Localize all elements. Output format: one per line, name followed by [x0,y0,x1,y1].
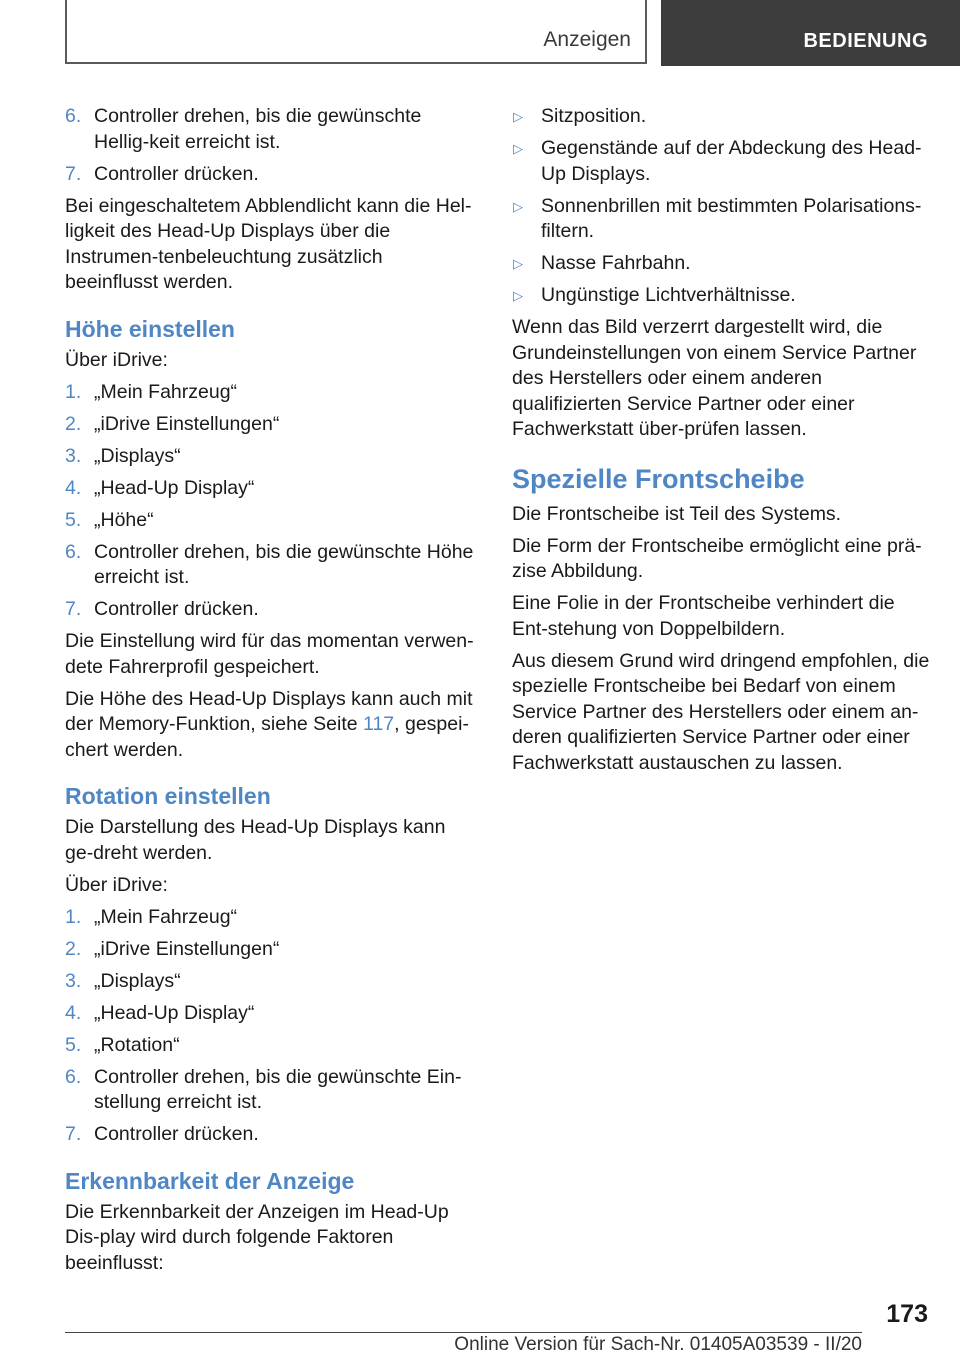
paragraph-windshield-3: Eine Folie in der Frontscheibe verhindert die Ent‐stehung von Doppelbildern. [512,592,895,640]
step-number: 1. [65,380,82,403]
list-item [512,283,932,309]
list-item [65,905,477,931]
factors-list [512,104,932,309]
list-item [65,412,477,438]
step-number: 6. [65,1065,82,1088]
factor-text: Ungünstige Lichtverhältnisse. [541,284,796,306]
step-text: „Mein Fahrzeug“ [94,380,238,403]
heading-rotation: Rotation einstellen [65,783,271,809]
list-item [65,969,477,995]
header-section-tab [65,0,647,64]
triangle-bullet-icon: ▷ [513,198,523,214]
step-text: „iDrive Einstellungen“ [94,412,280,435]
step-text: „Höhe“ [94,508,154,531]
list-item [512,136,932,187]
step-text: „Mein Fahrzeug“ [94,905,238,928]
step-number: 4. [65,1001,82,1024]
paragraph-visibility-intro: Die Erkennbarkeit der Anzeigen im Head-Up Dis‐play wird durch folgende Faktoren beeinflusst: [65,1200,449,1274]
heading-windshield: Spezielle Frontscheibe [512,463,805,494]
step-text: „Displays“ [94,444,181,467]
paragraph-height-intro: Über iDrive: [65,348,168,371]
step-number: 3. [65,444,82,467]
factor-text: Gegenstände auf der Abdeckung des Head-Up Displays. [541,137,922,185]
list-item [65,1001,477,1027]
factor-text: Nasse Fahrbahn. [541,252,691,274]
paragraph-windshield-4: Aus diesem Grund wird dringend empfohlen, die spezielle Frontscheibe bei Bedarf von einem Service Partner des Herstellers oder einem an‐deren qualifizierten Service Partner oder einer Fachwerkstatt austauschen zu lassen. [512,649,930,774]
left-column [65,104,477,1283]
heading-visibility: Erkennbarkeit der Anzeige [65,1167,355,1194]
step-number: 5. [65,1033,82,1056]
step-number: 5. [65,508,82,531]
step-text: „Displays“ [94,969,181,992]
step-number: 7. [65,598,82,620]
footer-divider [65,1332,862,1333]
paragraph-rotation-idrive: Über iDrive: [65,873,168,896]
step-text: „Head-Up Display“ [94,476,255,499]
steps-brightness [65,104,477,187]
paragraph-height-memory [65,687,477,764]
step-text: Controller drücken. [94,598,259,620]
step-text: „Rotation“ [94,1033,180,1056]
paragraph-distorted: Wenn das Bild verzerrt dargestellt wird, die Grundeinstellungen von einem Service Partner des Herstellers oder einem anderen qualifizierten Service Partner oder einer Fachwerkstatt über‐prüfen lassen. [512,316,917,440]
list-item [65,476,477,502]
paragraph-height-saved: Die Einstellung wird für das momentan verwen‐dete Fahrerprofil gespeichert. [65,630,474,678]
header-section-title: Anzeigen [543,28,631,51]
step-text: Controller drücken. [94,162,259,185]
paragraph-windshield-1: Die Frontscheibe ist Teil des Systems. [512,502,842,525]
step-text: „iDrive Einstellungen“ [94,937,280,960]
footer-online-version: Online Version für Sach-Nr. 01405A03539 - II/20 [454,1334,862,1355]
header-chapter-title: BEDIENUNG [803,30,928,52]
factor-text: Sitzposition. [541,105,647,127]
step-text: Controller drehen, bis die gewünschte Hellig‐keit erreicht ist. [94,105,422,153]
steps-rotation [65,905,477,1148]
list-item [65,540,477,591]
list-item [512,251,932,277]
triangle-bullet-icon: ▷ [513,288,523,303]
step-number: 6. [65,105,82,127]
step-text: Controller drehen, bis die gewünschte Ein‐stellung erreicht ist. [94,1065,462,1113]
step-text: „Head-Up Display“ [94,1001,255,1024]
list-item [65,162,477,188]
memory-text-after: , gespei‐chert werden. [65,713,469,761]
step-number: 2. [65,412,82,435]
step-number: 6. [65,540,82,563]
triangle-bullet-icon: ▷ [513,141,523,156]
step-number: 3. [65,969,82,992]
list-item [65,937,477,963]
step-number: 7. [65,1123,82,1145]
step-number: 2. [65,937,82,960]
triangle-bullet-icon: ▷ [513,256,523,271]
page-reference-link[interactable]: 117 [363,713,395,735]
list-item [65,1033,477,1059]
step-text: Controller drücken. [94,1123,259,1145]
memory-text-before: Die Höhe des Head-Up Displays kann auch mit der Memory-Funktion, siehe Seite [65,687,473,735]
paragraph-rotation-intro: Die Darstellung des Head-Up Displays kann ge‐dreht werden. [65,816,446,864]
list-item [65,444,477,470]
heading-height: Höhe einstellen [65,315,235,342]
step-text: Controller drehen, bis die gewünschte Höhe erreicht ist. [94,540,474,588]
list-item [65,380,477,406]
step-number: 4. [65,476,82,499]
right-column [512,104,932,783]
list-item [512,104,932,130]
triangle-bullet-icon: ▷ [513,109,523,124]
page-number: 173 [886,1300,928,1328]
list-item [65,104,477,155]
list-item [65,1065,477,1116]
header-chapter-tab [661,0,960,66]
list-item [512,194,932,245]
step-number: 1. [65,905,82,928]
paragraph-brightness: Bei eingeschaltetem Abblendlicht kann die Hel‐ligkeit des Head-Up Displays über die Instrumen‐tenbeleuchtung zusätzlich beeinflusst werden. [65,194,472,293]
list-item [65,1122,477,1148]
list-item [65,597,477,623]
list-item [65,508,477,534]
paragraph-windshield-2: Die Form der Frontscheibe ermöglicht eine prä‐zise Abbildung. [512,534,922,582]
factor-text: Sonnenbrillen mit bestimmten Polarisations‐filtern. [541,194,922,242]
steps-height [65,380,477,623]
step-number: 7. [65,162,82,185]
